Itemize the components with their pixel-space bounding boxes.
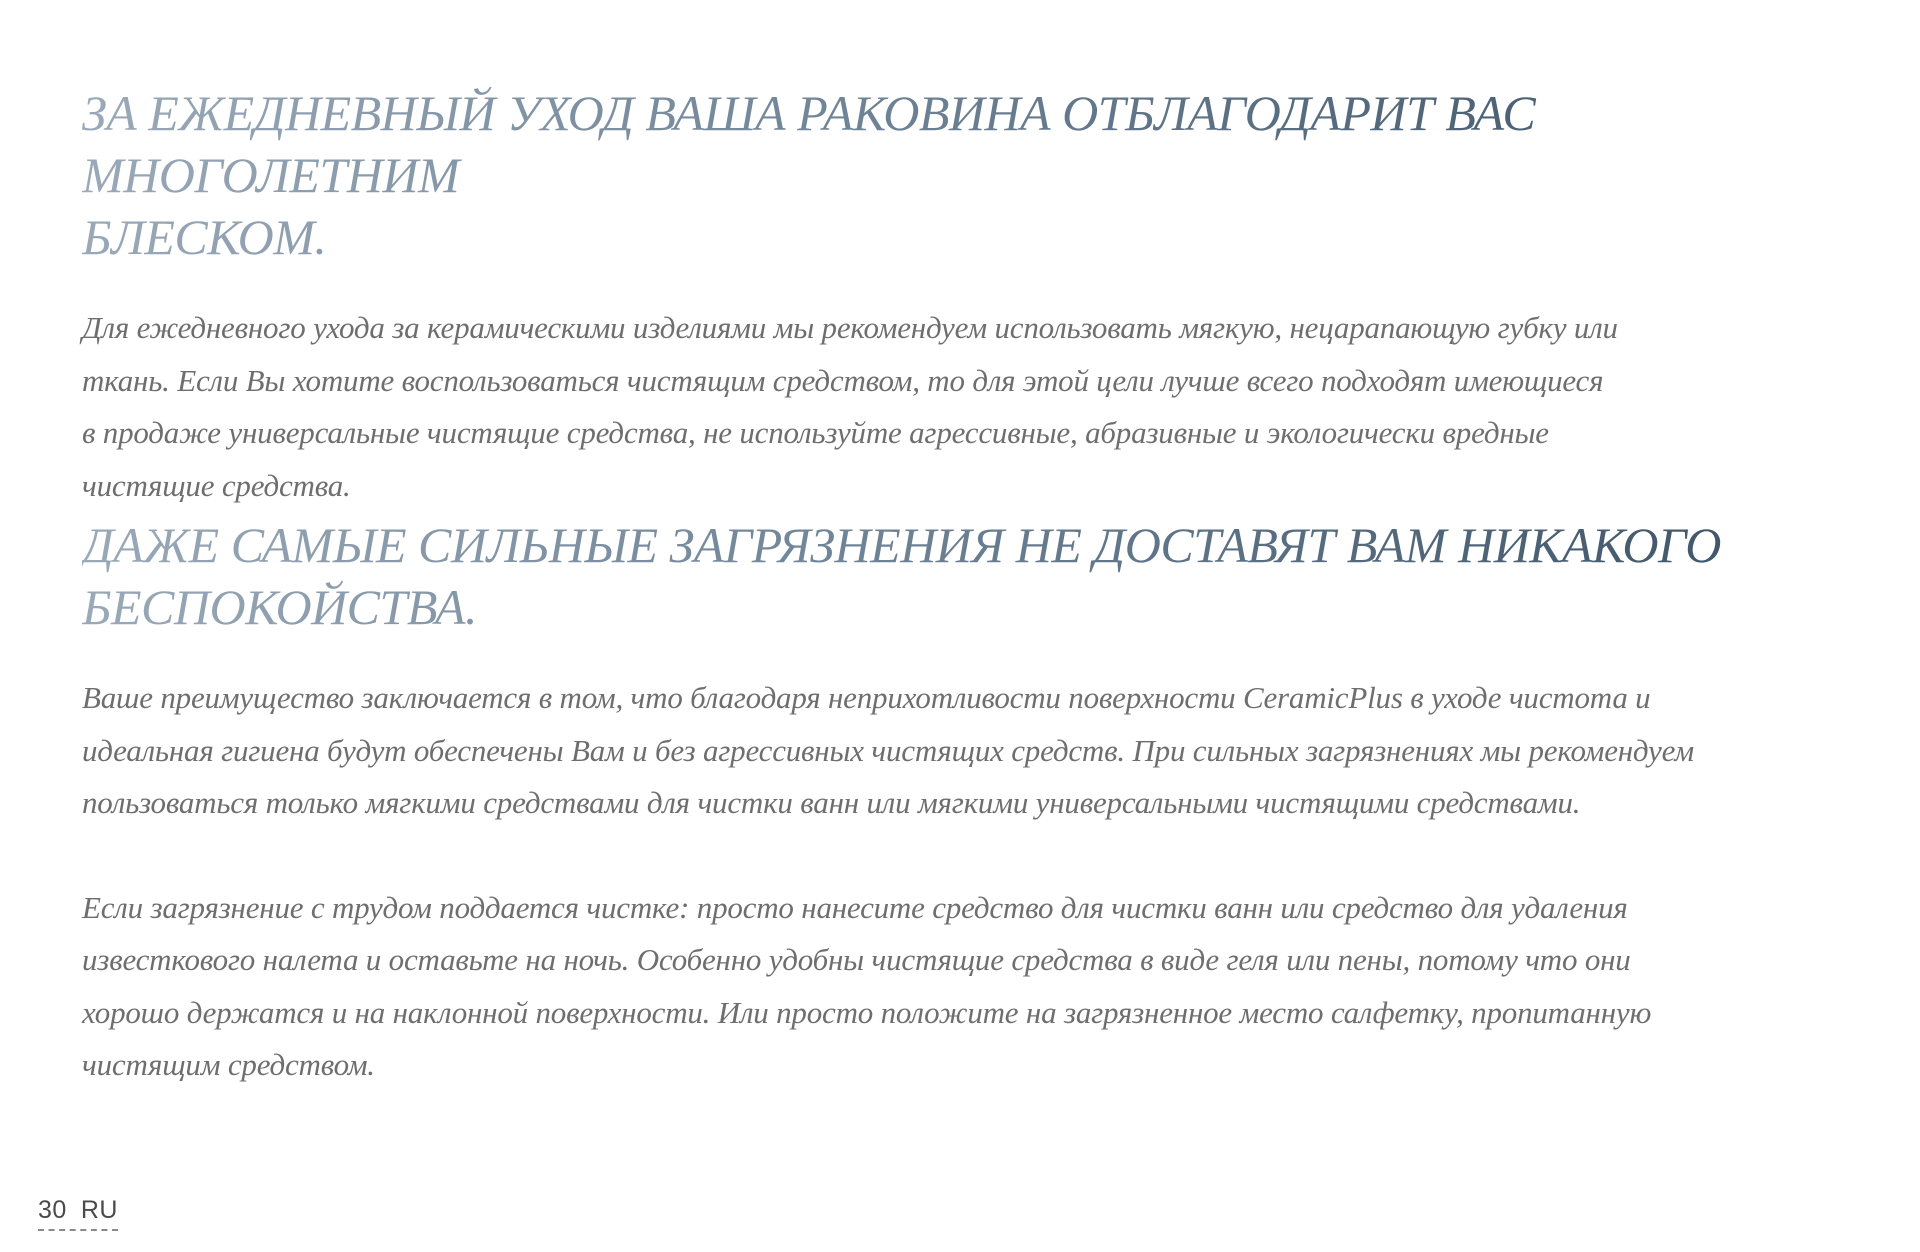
paragraph-line: в продаже универсальные чистящие средства, не используйте агрессивные, абразивные и экологически вредные bbox=[82, 415, 1549, 450]
paragraph-line: хорошо держатся и на наклонной поверхности. Или просто положите на загрязненное место салфетку, пропитанную bbox=[82, 994, 1652, 1030]
paragraph-line: чистящим средством. bbox=[82, 1047, 375, 1082]
section-heading bbox=[82, 82, 1782, 268]
paragraph-line: Ваше преимущество заключается в том, что благодаря неприхотливости поверхности CeramicPlus в уходе чистота и bbox=[82, 680, 1651, 715]
paragraph-line: Для ежедневного ухода за керамическими изделиями мы рекомендуем использовать мягкую, нецарапающую губку или bbox=[82, 310, 1618, 345]
heading-line: ЗА ЕЖЕДНЕВНЫЙ УХОД ВАША РАКОВИНА ОТБЛАГОДАРИТ ВАС МНОГОЛЕТНИМ bbox=[82, 85, 1536, 203]
section-paragraph bbox=[82, 882, 1782, 1092]
paragraph-line: пользоваться только мягкими средствами для чистки ванн или мягкими универсальными чистящими средствами. bbox=[82, 785, 1581, 820]
section-heavy-dirt bbox=[82, 514, 1782, 1092]
heading-line: БЕСПОКОЙСТВА. bbox=[82, 579, 478, 635]
paragraph-line: чистящие средства. bbox=[82, 467, 351, 503]
paragraph-line: ткань. Если Вы хотите воспользоваться чистящим средством, то для этой цели лучше всего подходят имеющиеся bbox=[82, 362, 1604, 398]
section-heading bbox=[82, 514, 1782, 638]
paragraph-line: Если загрязнение с трудом поддается чистке: просто нанесите средство для чистки ванн или средство для удаления bbox=[82, 889, 1628, 925]
section-daily-care bbox=[82, 82, 1782, 512]
heading-line: БЛЕСКОМ. bbox=[82, 209, 327, 265]
language-code: RU bbox=[80, 1196, 118, 1224]
paragraph-line: известкового налета и оставьте на ночь. Особенно удобны чистящие средства в виде геля или пены, потому что они bbox=[82, 942, 1631, 977]
paragraph-line: идеальная гигиена будут обеспечены Вам и без агрессивных чистящих средств. При сильных загрязнениях мы рекомендуем bbox=[82, 732, 1694, 768]
heading-line: ДАЖЕ САМЫЕ СИЛЬНЫЕ ЗАГРЯЗНЕНИЯ НЕ ДОСТАВЯТ ВАМ НИКАКОГО bbox=[82, 517, 1721, 573]
section-paragraph bbox=[82, 302, 1782, 512]
page-footer bbox=[38, 1196, 118, 1231]
section-paragraph bbox=[82, 672, 1782, 830]
page-number: 30 bbox=[38, 1196, 67, 1224]
